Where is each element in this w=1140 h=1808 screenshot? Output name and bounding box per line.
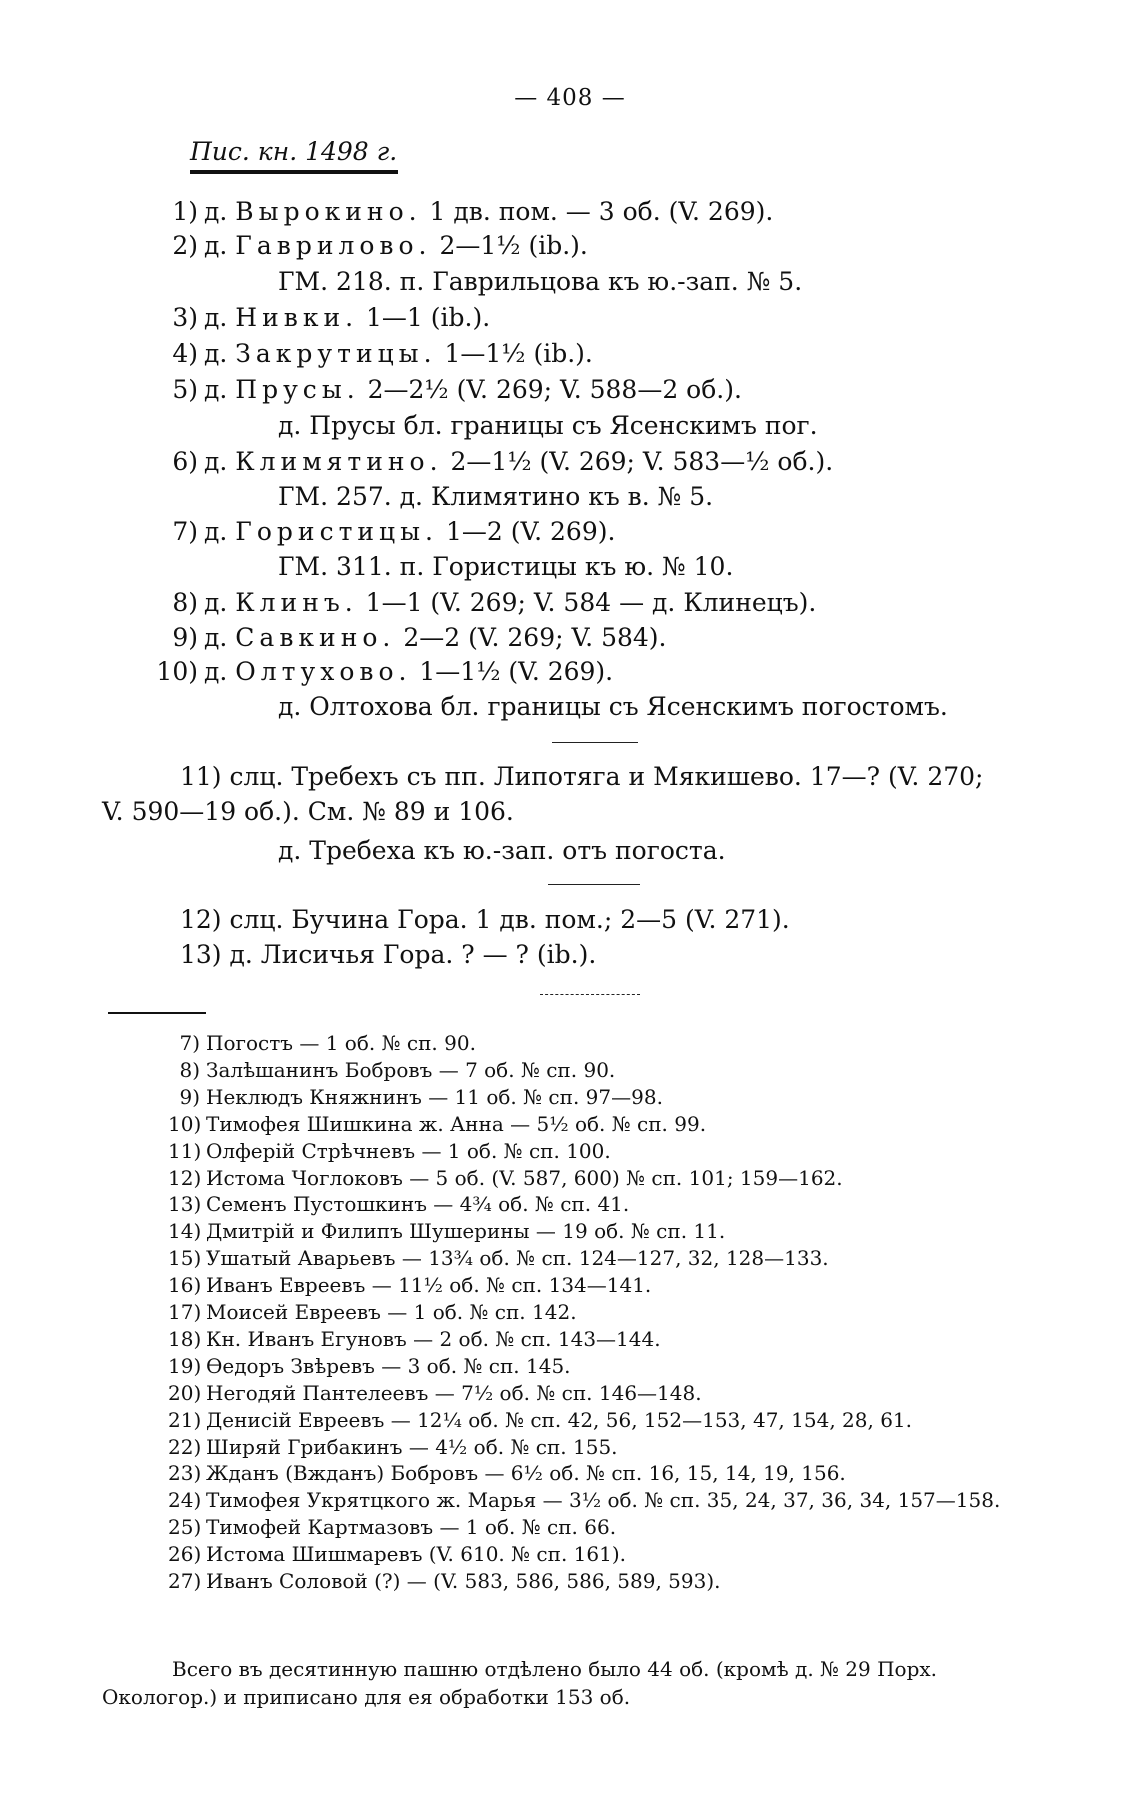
entry-name: Прусы.	[235, 375, 360, 404]
separator-1	[552, 742, 638, 743]
entry-name: Климятино.	[235, 447, 443, 476]
footnote-text: Кн. Иванъ Егуновъ — 2 об. № сп. 143—144.	[206, 1327, 661, 1351]
footnote	[168, 1138, 611, 1164]
entry-type: д.	[204, 303, 228, 332]
footnote	[168, 1030, 476, 1056]
footnote	[168, 1487, 1000, 1513]
entry-details: 1—1½ (V. 269).	[419, 657, 614, 686]
footnote-number: 24)	[168, 1488, 202, 1512]
entry-name: Закрутицы.	[235, 339, 437, 368]
separator-3	[540, 994, 640, 995]
entry-number: 6)	[172, 447, 198, 476]
entry-line	[140, 231, 588, 261]
footnote	[168, 1111, 706, 1137]
footnote-text: Истома Шишмаревъ (V. 610. № сп. 161).	[206, 1542, 627, 1566]
footnote-number: 14)	[168, 1219, 202, 1243]
entry-details: 1—1 (V. 269; V. 584 — д. Клинецъ).	[365, 588, 817, 617]
entry-type: д.	[204, 231, 228, 260]
entry-line	[140, 447, 833, 477]
footnote	[168, 1084, 663, 1110]
entry-number: 8)	[172, 588, 198, 617]
entry-type: д.	[204, 447, 228, 476]
footnote-number: 22)	[168, 1435, 202, 1459]
entry-11-line-2: V. 590—19 об.). См. № 89 и 106.	[102, 797, 514, 826]
footnote	[168, 1057, 615, 1083]
footnote-number: 16)	[168, 1273, 202, 1297]
entry-details: 1—1½ (ib.).	[444, 339, 593, 368]
entry-line	[140, 588, 816, 618]
entry-type: д.	[204, 657, 228, 686]
footnote-text: Олферiй Стрѣчневъ — 1 об. № сп. 100.	[206, 1139, 611, 1163]
entry-note: д. Прусы бл. границы съ Ясенскимъ пог.	[278, 411, 818, 440]
entry-number: 2)	[172, 231, 198, 260]
page-number: — 408 —	[514, 85, 626, 111]
entry-line	[140, 657, 613, 687]
footnote-text: Неклюдъ Княжнинъ — 11 об. № сп. 97—98.	[206, 1085, 663, 1109]
entry-type: д.	[204, 623, 228, 652]
entry-type: д.	[204, 588, 228, 617]
entry-details: 2—1½ (V. 269; V. 583—½ об.).	[450, 447, 834, 476]
entry-number: 1)	[172, 197, 198, 226]
footnote-number: 17)	[168, 1300, 202, 1324]
footnote	[168, 1407, 912, 1433]
entry-13: 13) д. Лисичья Гора. ? — ? (ib.).	[180, 940, 597, 969]
entry-details: 2—1½ (ib.).	[439, 231, 588, 260]
entry-details: 1—2 (V. 269).	[445, 517, 616, 546]
footnote	[168, 1191, 629, 1217]
footnote-text: Залѣшанинъ Бобровъ — 7 об. № сп. 90.	[206, 1058, 616, 1082]
footnote-number: 11)	[168, 1139, 202, 1163]
footnote	[168, 1218, 725, 1244]
footnote-number: 7)	[179, 1031, 200, 1055]
source-heading: Пис. кн. 1498 г.	[190, 137, 398, 174]
footnote-text: Тимофея Шишкина ж. Анна — 5½ об. № сп. 99.	[206, 1112, 707, 1136]
footnote-number: 18)	[168, 1327, 202, 1351]
footnote-rule	[108, 1012, 206, 1014]
entry-line	[140, 375, 742, 405]
entry-line	[140, 339, 593, 369]
entry-details: 1—1 (ib.).	[366, 303, 491, 332]
footnote	[168, 1541, 626, 1567]
entry-name: Гористицы.	[235, 517, 438, 546]
footnote	[168, 1165, 843, 1191]
footnote-text: Ширяй Грибакинъ — 4½ об. № сп. 155.	[206, 1435, 618, 1459]
footnote-text: Истома Чоглоковъ — 5 об. (V. 587, 600) № сп. 101; 159—162.	[206, 1166, 843, 1190]
footnote-number: 20)	[168, 1381, 202, 1405]
footnote-number: 25)	[168, 1515, 202, 1539]
footnote-number: 26)	[168, 1542, 202, 1566]
entry-number: 10)	[156, 657, 198, 686]
footnote-text: Дмитрiй и Филипъ Шушерины — 19 об. № сп. 11.	[206, 1219, 726, 1243]
footnote-text: Моисей Евреевъ — 1 об. № сп. 142.	[206, 1300, 577, 1324]
entry-11-line-3: д. Требеха къ ю.-зап. отъ погоста.	[278, 836, 726, 865]
footnote-text: Иванъ Евреевъ — 11½ об. № сп. 134—141.	[206, 1273, 652, 1297]
footnote-number: 10)	[168, 1112, 202, 1136]
entry-number: 5)	[172, 375, 198, 404]
footnote	[168, 1514, 616, 1540]
footnote	[168, 1568, 721, 1594]
footnote-text: Жданъ (Вжданъ) Бобровъ — 6½ об. № сп. 16, 15, 14, 19, 156.	[206, 1461, 846, 1485]
entry-number: 3)	[172, 303, 198, 332]
footnote-text: Тимофей Картмазовъ — 1 об. № сп. 66.	[206, 1515, 617, 1539]
entry-line	[140, 517, 615, 547]
entry-line	[140, 303, 490, 333]
footnote-number: 27)	[168, 1569, 202, 1593]
footnote-text: Денисiй Евреевъ — 12¼ об. № сп. 42, 56, 152—153, 47, 154, 28, 61.	[206, 1408, 913, 1432]
entry-number: 9)	[172, 623, 198, 652]
footnote	[168, 1353, 571, 1379]
footnote-text: Иванъ Соловой (?) — (V. 583, 586, 586, 589, 593).	[206, 1569, 721, 1593]
footnote-text: Ѳедоръ Звѣревъ — 3 об. № сп. 145.	[206, 1354, 571, 1378]
footnote	[168, 1272, 651, 1298]
entry-line	[140, 623, 666, 653]
footnote	[168, 1460, 846, 1486]
entry-name: Вырокино.	[235, 197, 422, 226]
entry-number: 7)	[172, 517, 198, 546]
footnote-number: 19)	[168, 1354, 202, 1378]
summary-paragraph: Всего въ десятинную пашню отдѣлено было 44 об. (кромѣ д. № 29 Порх. Окологор.) и приписано для ея обработки 153 об.	[102, 1657, 938, 1709]
footnote-number: 23)	[168, 1461, 202, 1485]
entry-name: Олтухово.	[235, 657, 412, 686]
entry-note: ГМ. 257. д. Климятино къ в. № 5.	[278, 482, 714, 511]
footnote-number: 8)	[179, 1058, 200, 1082]
entry-note: ГМ. 311. п. Гористицы къ ю. № 10.	[278, 552, 734, 581]
entry-12: 12) слц. Бучина Гора. 1 дв. пом.; 2—5 (V. 271).	[180, 905, 790, 934]
footnote	[168, 1380, 702, 1406]
entry-number: 4)	[172, 339, 198, 368]
footnote-number: 9)	[179, 1085, 200, 1109]
entry-name: Нивки.	[235, 303, 359, 332]
entry-details: 1 дв. пом. — 3 об. (V. 269).	[429, 197, 774, 226]
footnote-text: Негодяй Пантелеевъ — 7½ об. № сп. 146—148.	[206, 1381, 702, 1405]
footnote-text: Семенъ Пустошкинъ — 4¾ об. № сп. 41.	[206, 1192, 630, 1216]
footnote-number: 12)	[168, 1166, 202, 1190]
entry-note: ГМ. 218. п. Гаврильцова къ ю.-зап. № 5.	[278, 267, 803, 296]
entry-name: Савкино.	[235, 623, 396, 652]
footnote-number: 13)	[168, 1192, 202, 1216]
entry-type: д.	[204, 339, 228, 368]
entry-type: д.	[204, 375, 228, 404]
footnote	[168, 1245, 829, 1271]
entry-name: Клинъ.	[235, 588, 358, 617]
entry-name: Гаврилово.	[235, 231, 432, 260]
footnote-text: Погостъ — 1 об. № сп. 90.	[206, 1031, 476, 1055]
footnote-number: 15)	[168, 1246, 202, 1270]
entry-note: д. Олтохова бл. границы съ Ясенскимъ погостомъ.	[278, 692, 948, 721]
footnote	[168, 1434, 618, 1460]
entry-line	[140, 197, 773, 227]
entry-details: 2—2 (V. 269; V. 584).	[403, 623, 667, 652]
entry-details: 2—2½ (V. 269; V. 588—2 об.).	[367, 375, 742, 404]
footnote-text: Ушатый Аварьевъ — 13¾ об. № сп. 124—127, 32, 128—133.	[206, 1246, 829, 1270]
footnote-number: 21)	[168, 1408, 202, 1432]
footnote	[168, 1326, 661, 1352]
entry-type: д.	[204, 197, 228, 226]
entry-type: д.	[204, 517, 228, 546]
entry-11-line-1: 11) слц. Требехъ съ пп. Липотяга и Мякишево. 17—? (V. 270;	[180, 762, 984, 791]
separator-2	[548, 884, 640, 885]
footnote	[168, 1299, 577, 1325]
footnote-text: Тимофея Укрятцкого ж. Марья — 3½ об. № сп. 35, 24, 37, 36, 34, 157—158.	[206, 1488, 1001, 1512]
